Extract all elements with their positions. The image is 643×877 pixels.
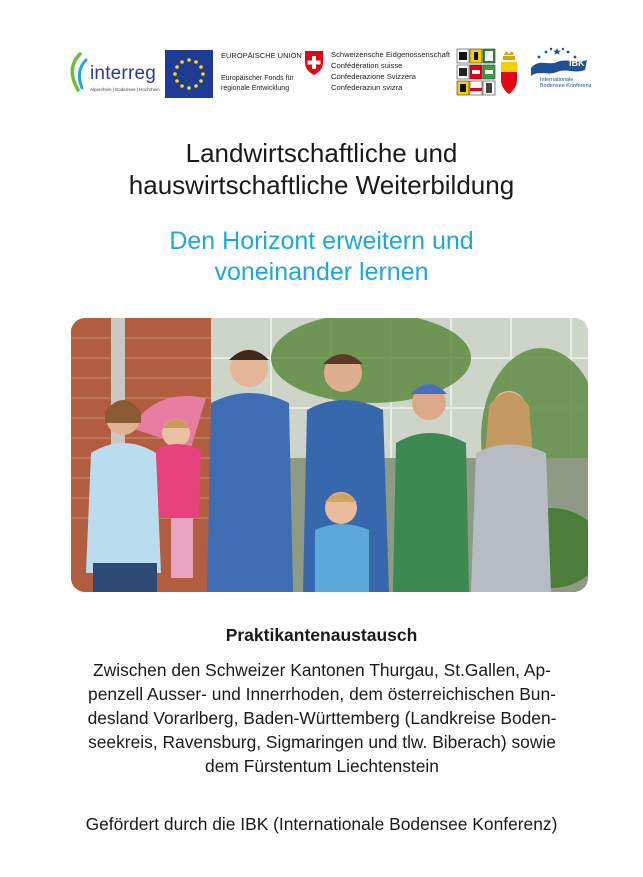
- eu-heading: EUROPÄISCHE UNION: [221, 51, 302, 60]
- ibk-logo-icon: [527, 46, 592, 98]
- interreg-subtitle: Alpenrhein | Bodensee | Hochrhein: [90, 87, 160, 92]
- eu-fund-line2: regionale Entwicklung: [221, 85, 290, 92]
- section-body: [58, 658, 586, 778]
- swiss-line4: Confederaziun svizra: [331, 83, 403, 92]
- body-line: dem Fürstentum Liechtenstein: [205, 756, 439, 776]
- body-line: seekreis, Ravensburg, Sigmaringen und tlw. Biberach) sowie: [88, 732, 556, 752]
- swiss-line3: Confederazione Svizzera: [331, 72, 416, 81]
- swiss-line2: Confédération suisse: [331, 61, 403, 70]
- page-subtitle: [0, 226, 643, 288]
- eu-flag-icon: [165, 50, 213, 98]
- page-title: [0, 137, 643, 201]
- group-photo: [71, 318, 588, 592]
- logo-bar: [0, 44, 643, 104]
- page-subtitle-line2: voneinander lernen: [214, 258, 429, 286]
- eu-fund-line1: Europäischer Fonds für: [221, 75, 294, 82]
- ibk-name: [540, 77, 591, 89]
- svg-text:IBK: IBK: [569, 58, 585, 68]
- body-line: Zwischen den Schweizer Kantonen Thurgau, St.Gallen, Ap-: [93, 660, 551, 680]
- interreg-logo: [66, 50, 158, 98]
- funding-note: Gefördert durch die IBK (Internationale Bodensee Konferenz): [85, 814, 558, 834]
- interreg-wordmark: interreg: [90, 63, 157, 84]
- liechtenstein-crest-icon: [500, 50, 518, 96]
- swiss-shield-icon: [304, 50, 324, 76]
- page-title-line2: hauswirtschaftliche Weiterbildung: [128, 170, 515, 200]
- page-title-line1: Landwirtschaftliche und: [185, 138, 458, 168]
- section-heading: Praktikantenaustausch: [225, 625, 418, 645]
- body-line: desland Vorarlberg, Baden-Württemberg (Landkreise Boden-: [87, 708, 557, 728]
- page-subtitle-line1: Den Horizont erweitern und: [169, 227, 474, 255]
- canton-crests-icon: [456, 48, 496, 96]
- ibk-name-line2: Bodensee Konferenz: [540, 83, 592, 89]
- body-line: penzell Ausser- und Innerrhoden, dem österreichischen Bun-: [88, 684, 556, 704]
- ibk-name-line1: Internationale: [540, 77, 574, 83]
- interreg-mark-icon: [66, 52, 92, 92]
- swiss-line1: Schweizerische Eidgenossenschaft: [331, 50, 451, 59]
